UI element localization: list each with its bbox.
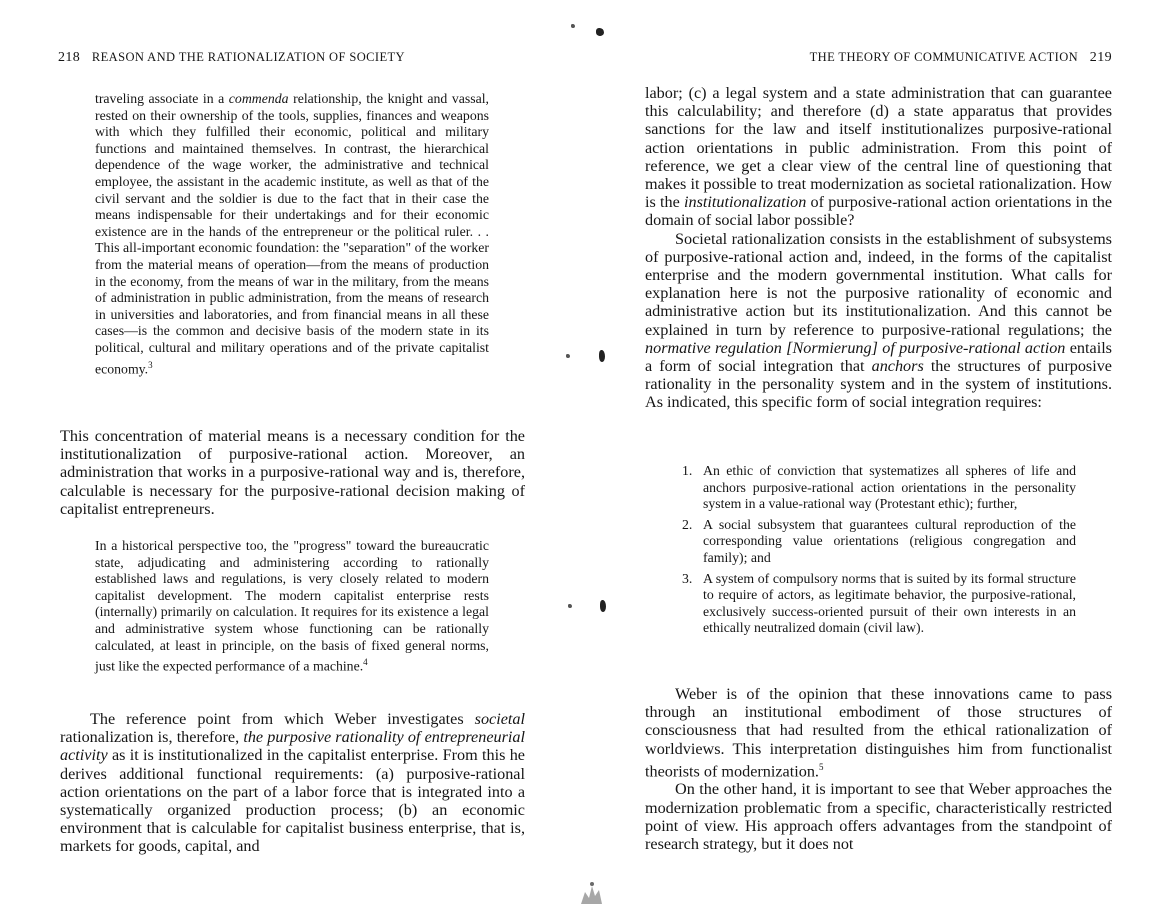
paragraph-other-hand: On the other hand, it is important to see that Weber approaches the modernization problematic from a specific, characteristically restricted point of view. His approach offers advantages from the standpoint of research strategy, but it does not (645, 780, 1112, 854)
page-number: 219 (1089, 50, 1112, 65)
running-head-title: THE THEORY OF COMMUNICATIVE ACTION (809, 50, 1079, 64)
scan-speck-icon (568, 604, 572, 608)
scan-speck-icon (596, 28, 604, 36)
block-quote-weber-1 (95, 91, 489, 378)
block-quote-weber-2 (95, 538, 489, 675)
footnote-ref: 3 (148, 359, 153, 370)
paragraph-weber-opinion: Weber is of the opinion that these innovations came to pass through an institutional embodiment of those structures of consciousness that had resulted from the ethical rationalization of worldviews. This interpretation distinguishes him from functionalist theorists of modernization.$^5$ On the other hand, it is important to see that Weber approaches the modernization problematic from a specific, characteristically restricted point of view. His approach offers advantages from the standpoint of research strategy, but it does not (645, 685, 1112, 854)
scan-speck-icon (566, 354, 570, 358)
list-item: 2. A social subsystem that guarantees cultural reproduction of the corresponding value orientations (religious congregation and family); and (682, 516, 1076, 565)
scan-speck-icon (599, 350, 605, 362)
right-page (585, 0, 1170, 908)
running-head-left (58, 50, 405, 66)
footnote-ref: 5 (818, 761, 824, 772)
running-head-title: REASON AND THE RATIONALIZATION OF SOCIETY (91, 50, 405, 64)
running-head-right (810, 50, 1112, 66)
quote-paragraph: In a historical perspective too, the "progress" toward the bureaucratic state, adjudicating and administering according to rationally established laws and regulations, is very closely related to modern capitalist development. The modern capitalist enterprise rests (internally) primarily on calculation. It requires for its existence a legal and administrative system whose functioning can be rationally calculated, at least in principle, on the basis of fixed general norms, just like the expected performance of a machine.$^4$ (95, 538, 489, 674)
page-number: 218 (58, 50, 81, 65)
list-item: 3. A system of compulsory norms that is suited by its formal structure to require of actors, as legitimate behavior, the purposive-rational, exclusively success-oriented pursuit of their own interests in an ethically neutralized domain (civil law). (682, 570, 1076, 636)
library-stamp-icon (577, 878, 605, 906)
paragraph-labor: labor; (c) a legal system and a state administration that can guarantee this calculability; and therefore (d) a state apparatus that provides sanctions for the law and itself institutionalizes purposive-rational action orientations in public administration. From this point of reference, we get a clear view of the central line of questioning that makes it possible to treat modernization as societal rationalization. How is the institutionalization of purposive-rational action orientations in the domain of social labor possible? Societal rationalization consists in the establishment of subsystems of purposive-rational action and, indeed, in the forms of the capitalist enterprise and the modern governmental institution. What calls for explanation here is not the purposive rationality of economic and administrative action but its institutionalization. And this cannot be explained in turn by reference to purposive-rational regulations; the normative regulation [Normierung] of purposive-rational action entails a form of social integration that anchors the structures of purposive rationality in the personality system and in the system of institutions. As indicated, this specific form of social integration requires: (645, 84, 1113, 412)
scan-speck-icon (571, 24, 575, 28)
footnote-ref: 4 (363, 657, 368, 668)
quote-paragraph: traveling associate in a commenda relationship, the knight and vassal, rested on their ownership of the tools, supplies, finances and weapons with which they fulfilled their economic, political and military functions and maintained themselves. In contrast, the hierarchical dependence of the wage worker, the administrative and technical employee, the assistant in the academic institute, as well as that of the civil servant and the soldier is due to the fact that in their case the means indispensable for their undertakings and for their economic existence are in the hands of the entrepreneur or the political ruler. . . This all-important economic foundation: the "separation" of the worker from the material means of operation—from the means of production in the economy, from the means of war in the military, from the means of administration in public administration, from the means of research in universities and laboratories, and from financial means in all these cases—is the common and decisive basis of the modern state in its political, cultural and military operations and of the private capitalist economy.$^3$ (95, 91, 489, 377)
paragraph-reference-point: The reference point from which Weber investigates societal rationalization is, therefore, the purposive rationality of entrepreneurial activity as it is institutionalized in the capitalist enterprise. From this he derives additional functional requirements: (a) purposive-rational action orientations on the part of a labor force that is integrated into a systematically organized production process; (b) an economic environment that is calculable for capitalist business enterprise, that is, markets for goods, capital, and (60, 710, 525, 856)
list-item: 1. An ethic of conviction that systematizes all spheres of life and anchors purposive-rational action orientations in the personality system in a value-rational way (Protestant ethic); further, (682, 463, 1076, 512)
paragraph-societal-rationalization: Societal rationalization consists in the establishment of subsystems of purposive-rational action and, indeed, in the forms of the capitalist enterprise and the modern governmental institution. What calls for explanation here is not the purposive rationality of economic and administrative action but its institutionalization. And this cannot be explained in turn by reference to purposive-rational regulations; the normative regulation [Normierung] of purposive-rational action entails a form of social integration that anchors the structures of purposive rationality in the personality system and in the system of institutions. As indicated, this specific form of social integration requires: (645, 229, 1112, 412)
scan-speck-icon (600, 600, 606, 612)
requirements-list (682, 463, 1076, 641)
paragraph-concentration: This concentration of material means is a necessary condition for the institutionalization of purposive-rational action. Moreover, an administration that works in a purposive-rational way and is, therefore, calculable is necessary for the purposive-rational decision making of capitalist entrepreneurs. (60, 427, 525, 518)
